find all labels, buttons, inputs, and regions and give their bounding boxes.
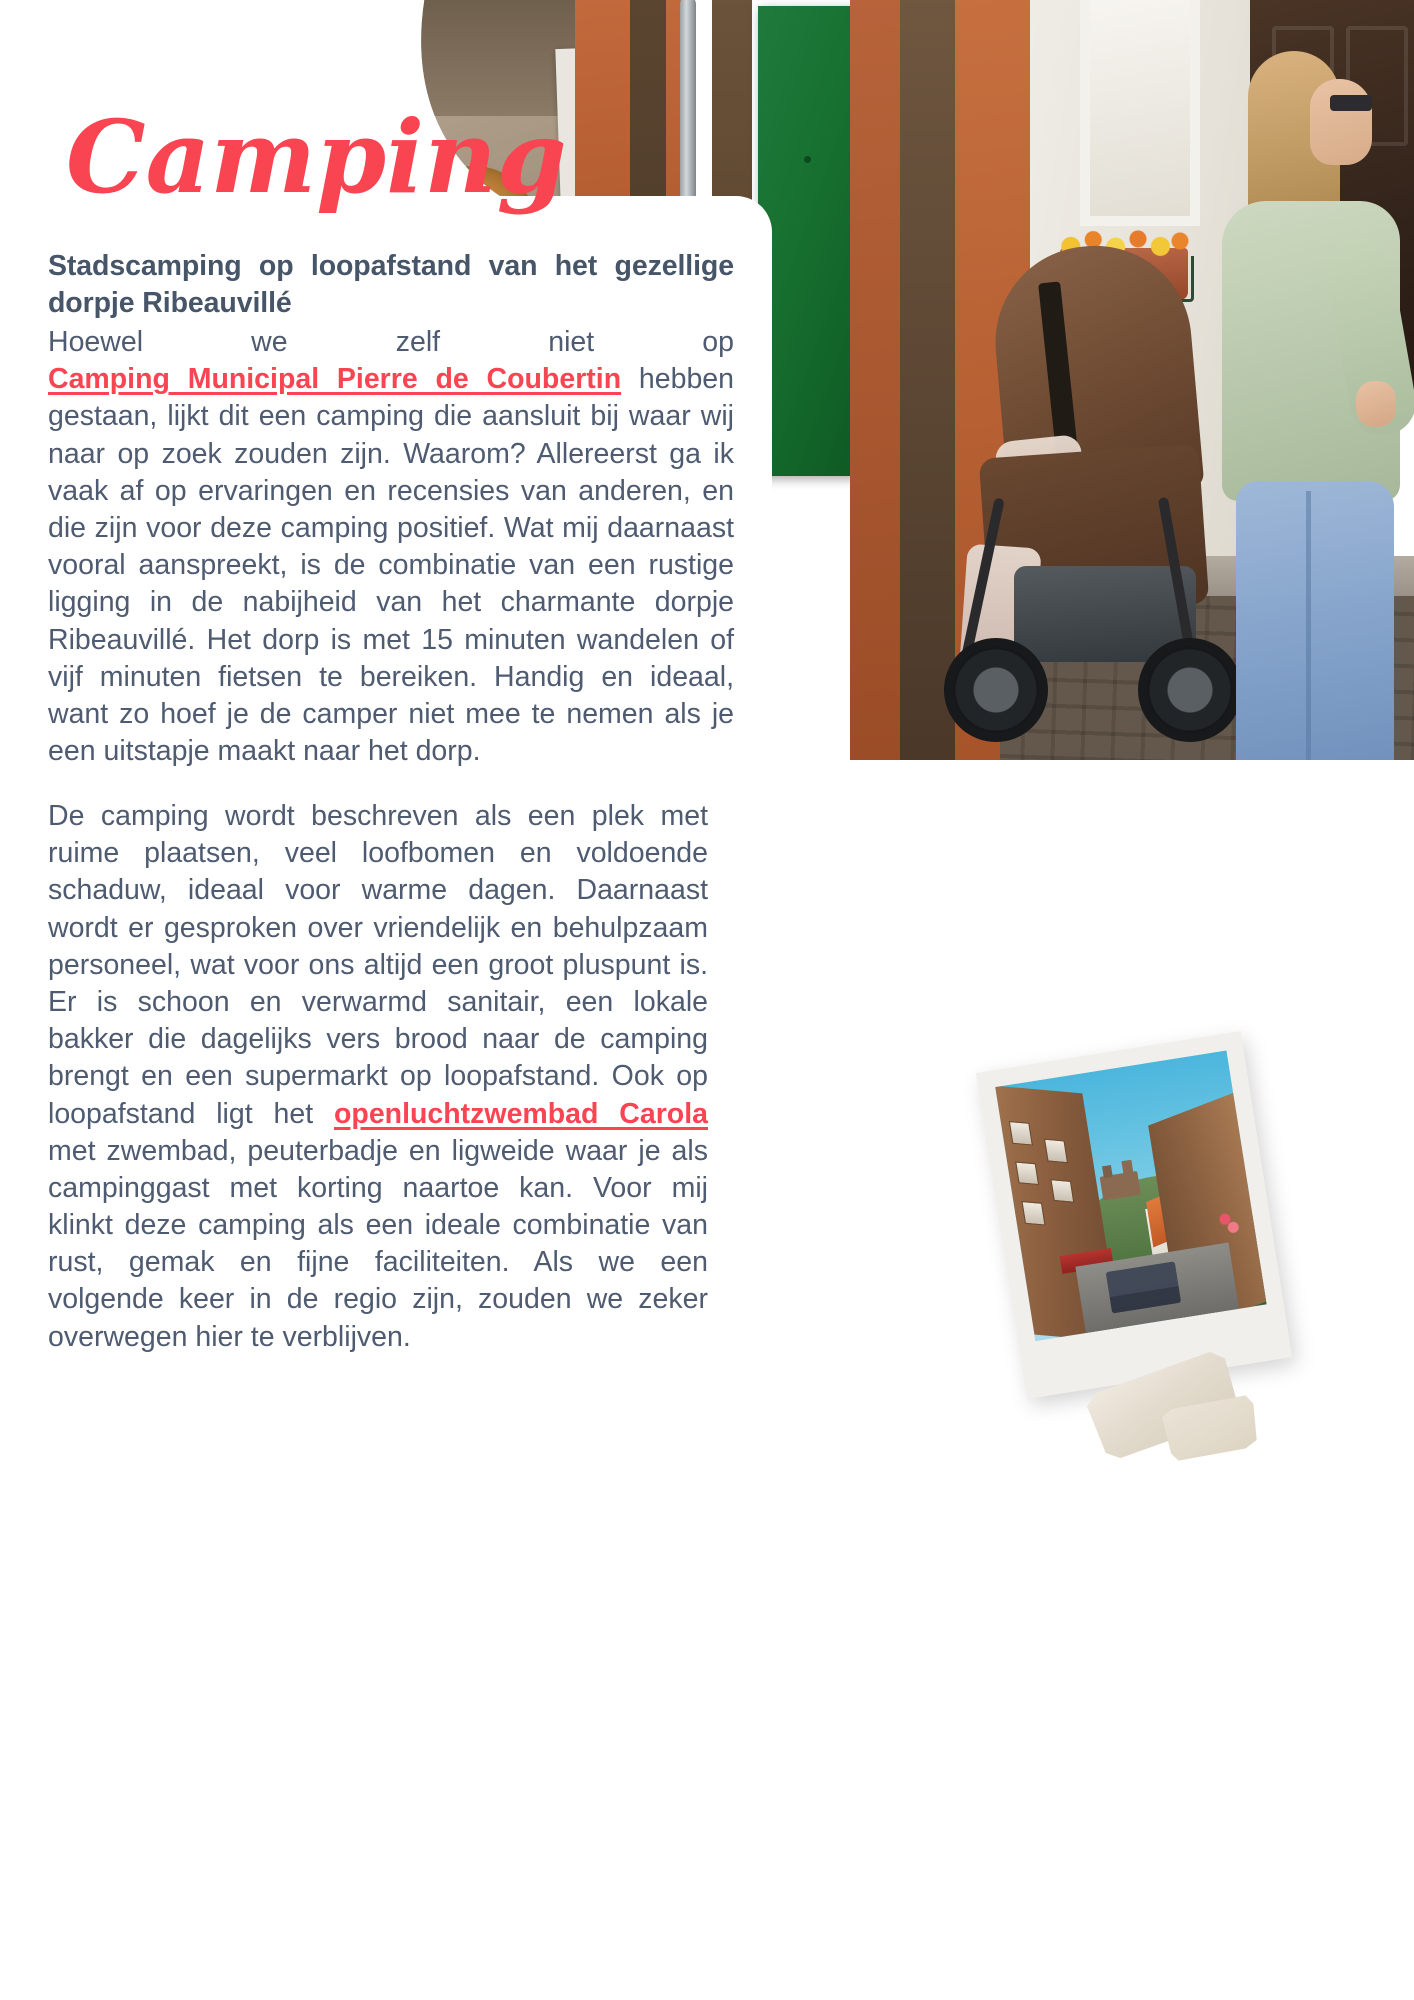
polaroid-window (1015, 1161, 1040, 1185)
paragraph-1-before-link: Hoewel we zelf niet op (48, 326, 734, 359)
polaroid-flowers (1214, 1205, 1242, 1239)
polaroid-photo-village (976, 1031, 1292, 1399)
polaroid-window (1021, 1201, 1046, 1225)
article-text-top (48, 248, 734, 770)
woman-jeans (1236, 481, 1394, 781)
woman-face (1310, 79, 1372, 165)
polaroid-window (1050, 1179, 1075, 1203)
article-paragraph-2 (48, 798, 708, 1356)
sunglasses-icon (1330, 95, 1372, 111)
paragraph-2-after-link: met zwembad, peuterbadje en ligweide waar je als campinggast met korting naartoe kan. Voor mij klinkt deze camping als een ideale combinatie van rust, gemak en fijne faciliteiten. Als we een volgende keer in de regio zijn, zouden we zeker overwegen hier te verblijven. (48, 1134, 708, 1353)
woman-figure (1170, 51, 1414, 771)
article-subheading: Stadscamping op loopafstand van het gezellige dorpje Ribeauvillé (48, 250, 734, 320)
stroller-wheel-left (944, 638, 1048, 742)
article-text-bottom (48, 798, 708, 1356)
link-openluchtzwembad-carola[interactable]: openluchtzwembad Carola (334, 1097, 708, 1130)
jeans-seam (1306, 491, 1311, 781)
woman-hand (1356, 381, 1396, 427)
article-paragraph-1 (48, 324, 734, 770)
polaroid-window (1043, 1139, 1068, 1163)
polaroid-image (995, 1051, 1266, 1341)
polaroid-window (1008, 1121, 1033, 1145)
link-camping-municipal-pierre-de-coubertin[interactable]: Camping Municipal Pierre de Coubertin (48, 363, 622, 396)
paragraph-2-before-link: De camping wordt beschreven als een plek met ruime plaatsen, veel loofbomen en voldoende schaduw, ideaal voor warme dagen. Daarnaast wordt er gesproken over vriendelijk en behulpzaam personeel, wat voor ons altijd een groot pluspunt is. Er is schoon en verwarmd sanitair, een lokale bakker die dagelijks vers brood naar de camping brengt en een supermarkt op loopafstand. Ook op loopafstand ligt het (48, 800, 708, 1130)
page-title (62, 96, 567, 226)
paragraph-1-after-link: hebben gestaan, lijkt dit een camping die aansluit bij waar wij naar op zoek zouden zijn. Waarom? Allereerst ga ik vaak af op ervaringen en recensies van anderen, en die zijn voor deze camping positief. Wat mij daarnaast vooral aanspreekt, is de combinatie van een rustige ligging in de nabijheid van het charmante dorpje Ribeauvillé. Het dorp is met 15 minuten wandelen of vijf minuten fietsen te bereiken. Handig en ideaal, want zo hoef je de camper niet mee te nemen als je een uitstapje maakt naar het dorp. (48, 363, 734, 768)
green-shutter (758, 6, 856, 476)
page-title-text: Camping (66, 98, 567, 216)
